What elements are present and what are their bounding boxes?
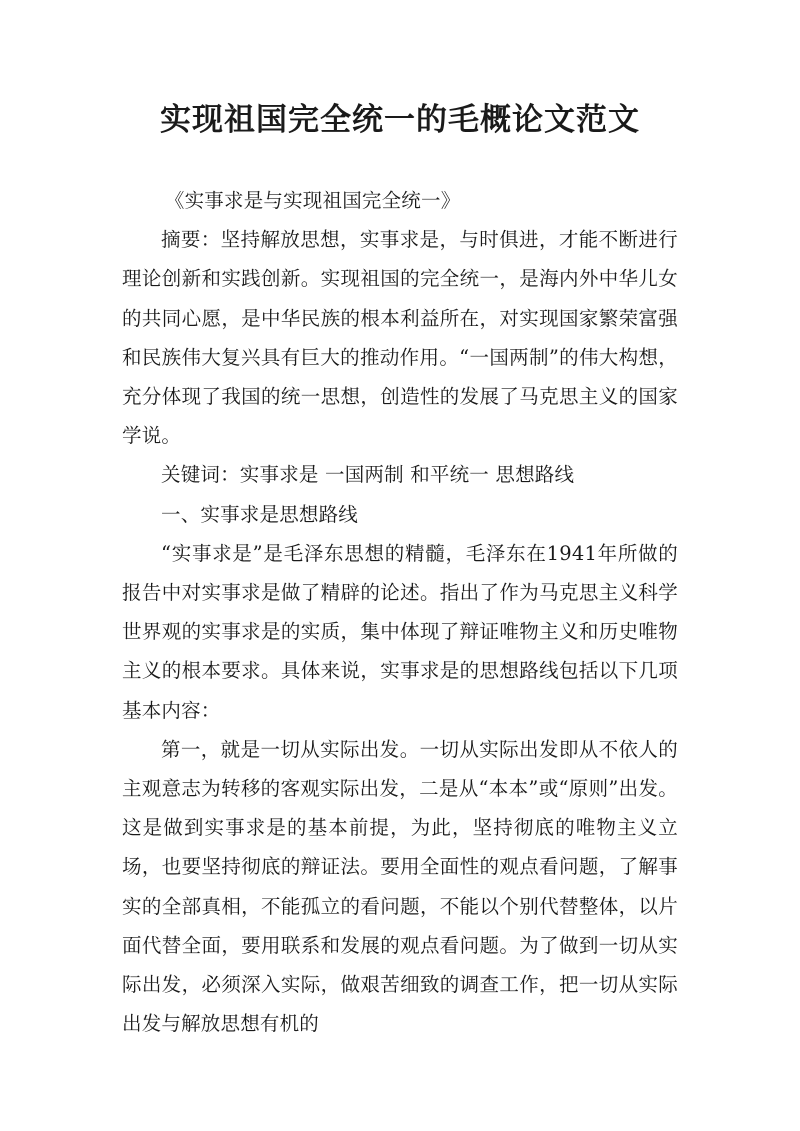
body-paragraph: “实事求是”是毛泽东思想的精髓，毛泽东在1941年所做的报告中对实事求是做了精辟的论述。指出了作为马克思主义科学世界观的实事求是的实质，集中体现了辩证唯物主义和历史唯物主义的根本要求。具体来说，实事求是的思想路线包括以下几项基本内容： bbox=[122, 541, 678, 722]
body-paragraph: 第一，就是一切从实际出发。一切从实际出发即从不依人的主观意志为转移的客观实际出发，二是从“本本”或“原则”出发。这是做到实事求是的基本前提，为此，坚持彻底的唯物主义立场，也要坚持彻底的辩证法。要用全面性的观点看问题，了解事实的全部真相，不能孤立的看问题，不能以个别代替整体，以片面代替全面，要用联系和发展的观点看问题。为了做到一切从实际出发，必须深入实际，做艰苦细致的调查工作，把一切从实际出发与解放思想有机的 bbox=[122, 737, 678, 1036]
essay-subtitle: 《实事求是与实现祖国完全统一》 bbox=[164, 189, 461, 212]
keywords-line: 关键词：实事求是 一国两制 和平统一 思想路线 bbox=[161, 463, 575, 487]
document-title: 实现祖国完全统一的毛概论文范文 bbox=[160, 102, 640, 138]
section-heading: 一、实事求是思想路线 bbox=[161, 502, 359, 526]
abstract-paragraph: 摘要：坚持解放思想，实事求是，与时俱进，才能不断进行理论创新和实践创新。实现祖国的完全统一，是海内外中华儿女的共同心愿，是中华民族的根本利益所在，对实现国家繁荣富强和民族伟大复兴具有巨大的推动作用。“一国两制”的伟大构想，充分体现了我国的统一思想，创造性的发展了马克思主义的国家学说。 bbox=[122, 228, 678, 448]
document-body bbox=[122, 181, 678, 1043]
